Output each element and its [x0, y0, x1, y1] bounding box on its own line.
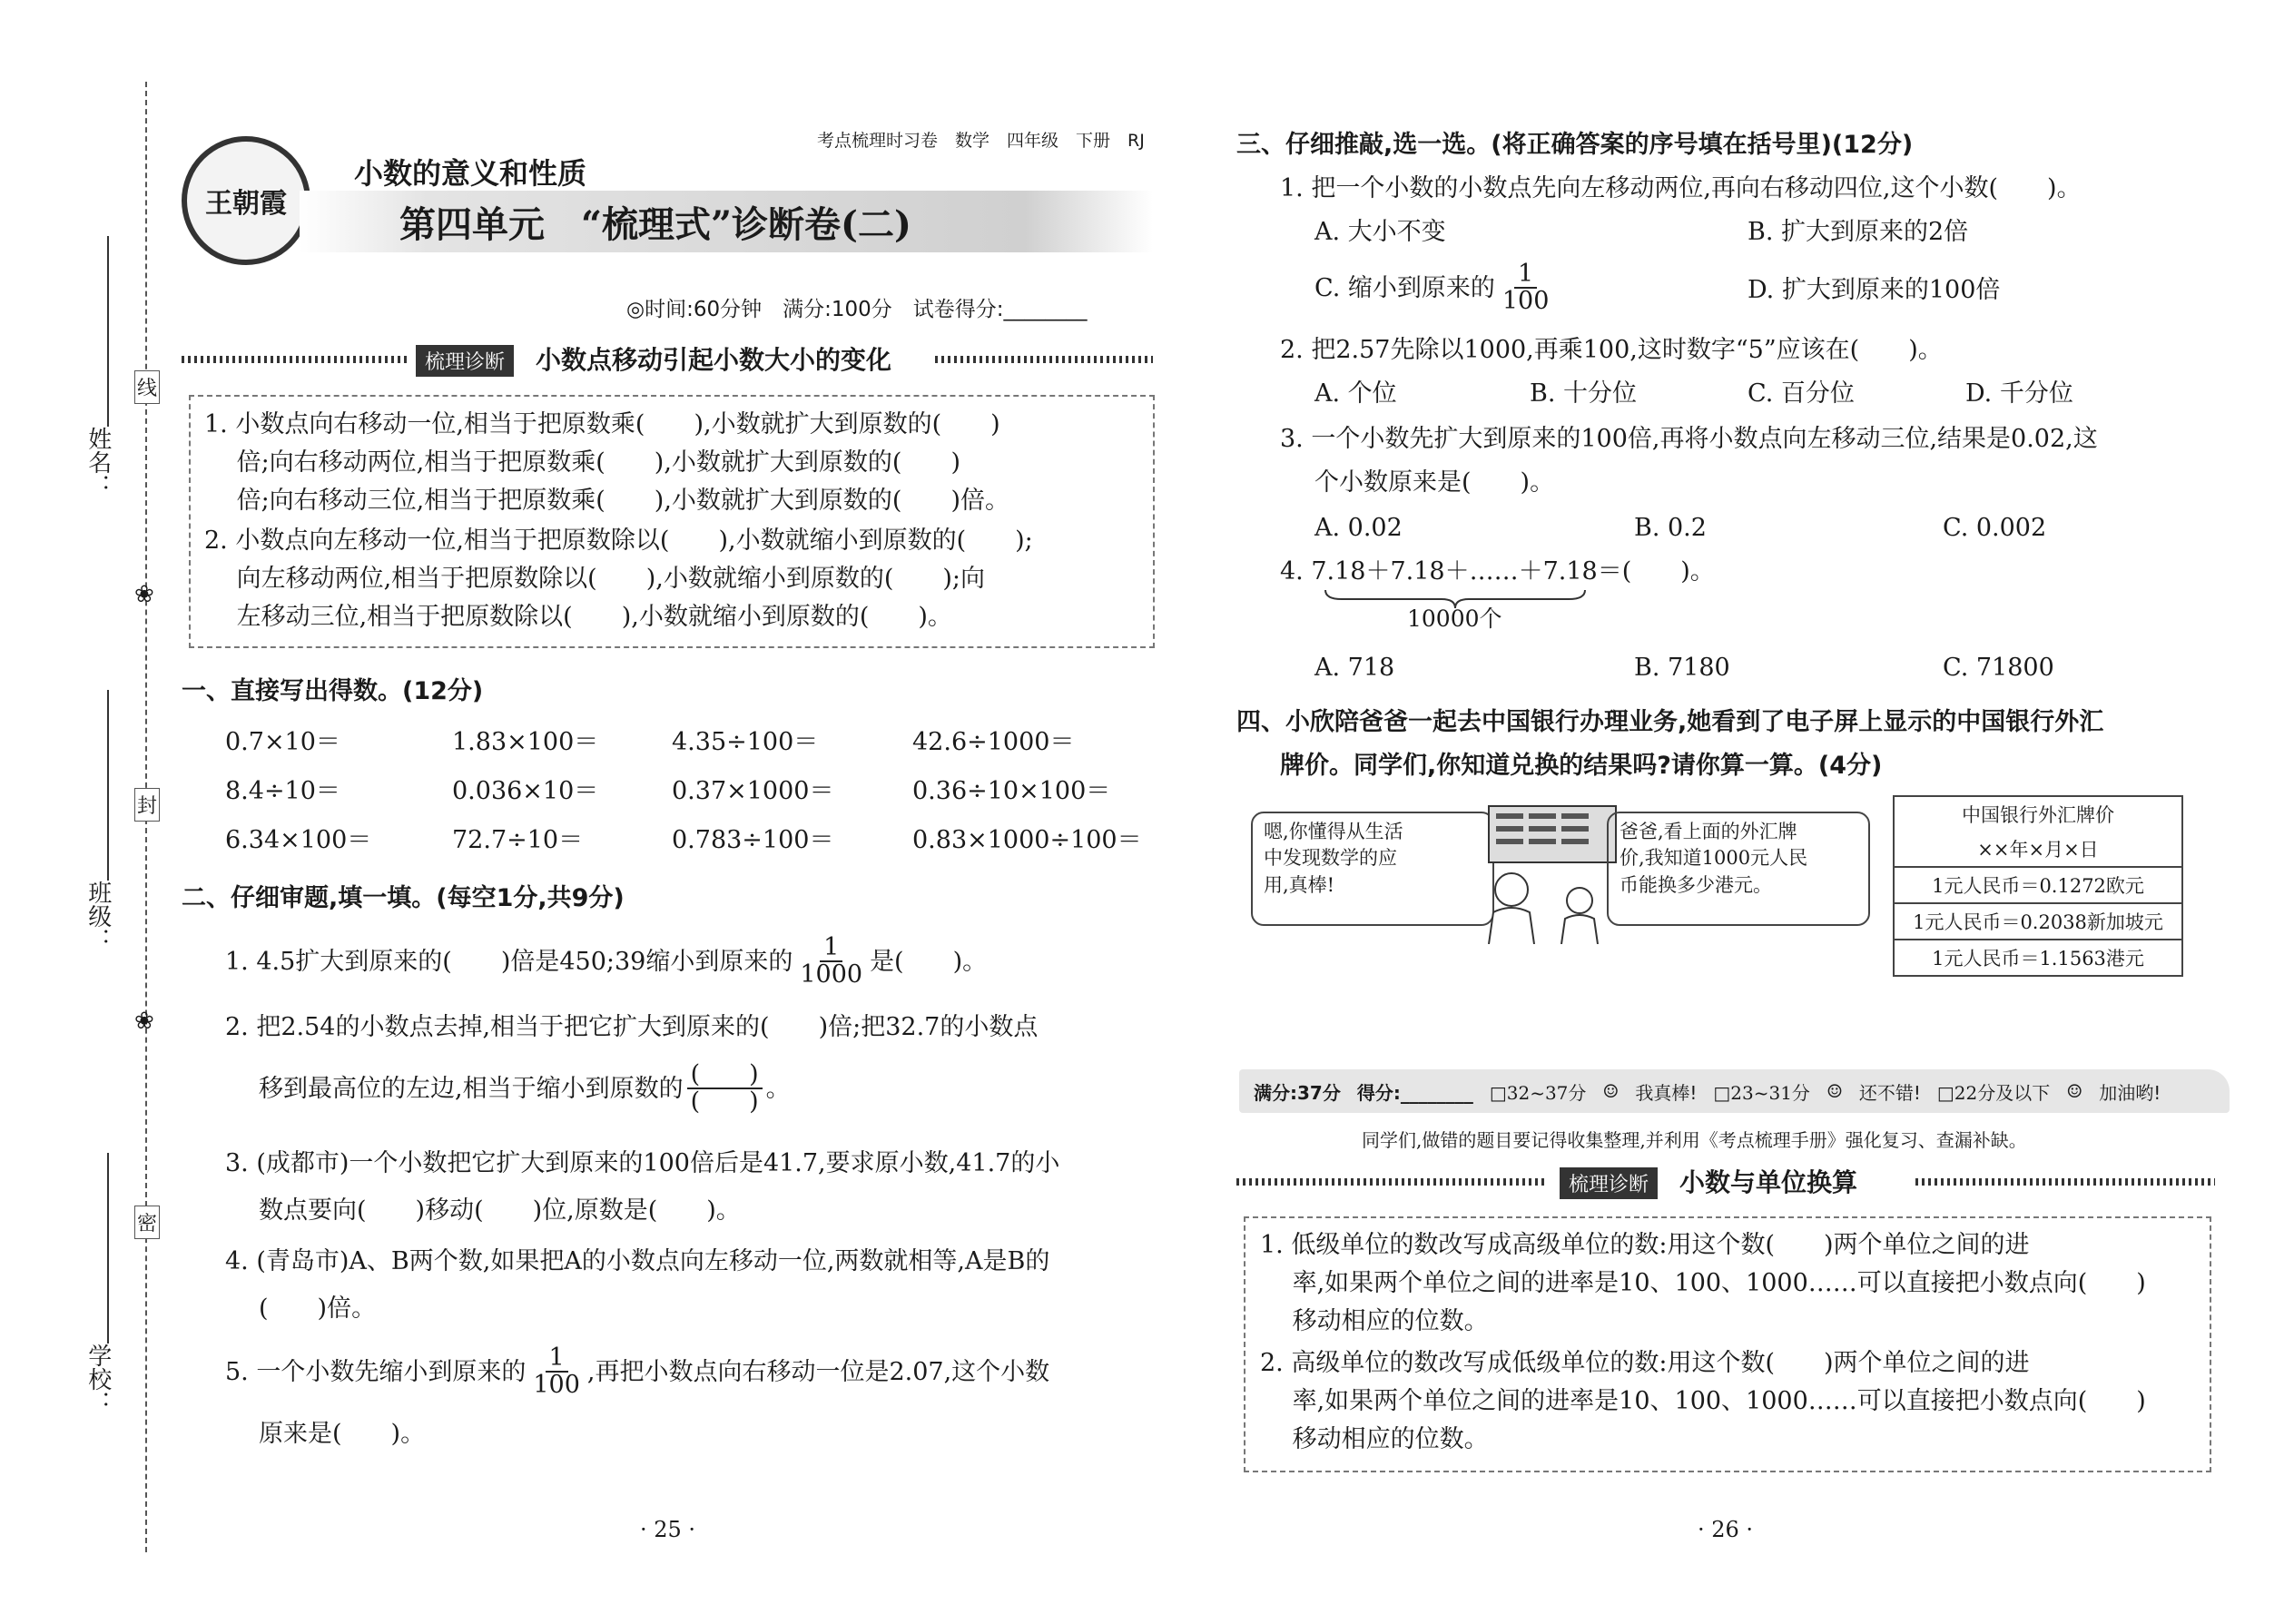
calc-item: 72.7÷10＝ [452, 826, 584, 854]
choice-option: C. 71800 [1943, 654, 2054, 682]
section-heading: 三、仔细推敲,选一选。(将正确答案的序号填在括号里)(12分) [1236, 131, 1914, 159]
section-heading: 一、直接写出得数。(12分) [182, 677, 484, 705]
section-heading: 二、仔细审题,填一填。(每空1分,共9分) [182, 884, 625, 912]
fraction [687, 1062, 763, 1116]
class-label: 班级： [84, 881, 112, 951]
table-row: 1元人民币＝0.1272欧元 [1894, 867, 2182, 903]
unit-subtitle: 小数的意义和性质 [354, 156, 587, 191]
logo-badge [182, 136, 310, 265]
speech-bubble-left [1251, 812, 1494, 926]
review-line: 1. 低级单位的数改写成高级单位的数:用这个数( )两个单位之间的进 [1260, 1231, 2030, 1259]
review-line: 倍;向右移动三位,相当于把原数乘( ),小数就扩大到原数的( )倍。 [204, 487, 1009, 515]
fill-question: 3. (成都市)一个小数把它扩大到原来的100倍后是41.7,要求原小数,41.7的小 [225, 1149, 1060, 1177]
review-tag: 梳理诊断 [416, 345, 514, 377]
table-row: 1元人民币＝0.2038新加坡元 [1894, 903, 2182, 940]
bubble-line: 用,真棒! [1264, 873, 1335, 896]
review-line: 移动相应的位数。 [1260, 1307, 1489, 1335]
divider [935, 356, 1153, 363]
choice-question: 个小数原来是( )。 [1314, 468, 1555, 497]
question-text: 。 [765, 1074, 791, 1103]
bubble-line: 价,我知道1000元人民 [1620, 847, 1808, 870]
table-header [1894, 796, 2182, 832]
table-row: 1元人民币＝1.1563港元 [1894, 940, 2182, 976]
seal-char-mi: 密 [134, 1206, 160, 1239]
calc-item: 0.036×10＝ [452, 777, 599, 805]
page-number: · 25 · [640, 1517, 696, 1542]
choice-option: B. 扩大到原来的2倍 [1748, 218, 1969, 246]
school-blank[interactable] [107, 1153, 109, 1343]
review-heading: 小数与单位换算 [1679, 1167, 1858, 1197]
choice-option: D. 扩大到原来的100倍 [1748, 276, 2001, 304]
question-text: 是( )。 [870, 947, 988, 976]
score-range[interactable]: □23~31分 [1713, 1081, 1810, 1104]
divider [1236, 1178, 1545, 1186]
score-range[interactable]: □32~37分 [1489, 1081, 1587, 1104]
name-label: 姓名： [84, 427, 112, 497]
fraction-num: 1 [1514, 261, 1537, 289]
choice-question: 2. 把2.57先除以1000,再乘100,这时数字“5”应该在( )。 [1280, 336, 1943, 364]
choice-question: 4. 7.18＋7.18＋……＋7.18＝( )。 [1280, 557, 1715, 586]
review-line: 左移动三位,相当于把原数除以( ),小数就缩小到原数的( )。 [204, 603, 952, 631]
choice-option: C. 0.002 [1943, 514, 2047, 542]
school-label: 学校： [84, 1343, 112, 1414]
bubble-line: 爸爸,看上面的外汇牌 [1620, 821, 1797, 842]
fraction-den: 1000 [800, 960, 863, 989]
section-heading: 牌价。同学们,你知道兑换的结果吗?请你算一算。(4分) [1280, 752, 1883, 780]
review-note: 同学们,做错的题目要记得收集整理,并利用《考点梳理手册》强化复习、查漏补缺。 [1362, 1129, 2027, 1151]
review-line: 2. 小数点向左移动一位,相当于把原数除以( ),小数就缩小到原数的( ); [204, 527, 1033, 555]
table-title: 中国银行外汇牌价 [1962, 804, 2114, 826]
fraction-den: 100 [533, 1371, 580, 1400]
calc-item: 0.83×1000÷100＝ [912, 826, 1142, 854]
review-line: 1. 小数点向右移动一位,相当于把原数乘( ),小数就扩大到原数的( ) [204, 410, 1000, 438]
choice-option: A. 大小不变 [1314, 218, 1446, 246]
choice-option [1314, 261, 1556, 315]
logo-text: 王朝霞 [205, 188, 287, 220]
review-line: 率,如果两个单位之间的进率是10、100、1000……可以直接把小数点向( ) [1260, 1269, 2146, 1297]
fill-question: ( )倍。 [259, 1294, 377, 1323]
score-comment: 我真棒! [1635, 1081, 1698, 1104]
fraction [1499, 261, 1553, 315]
score-comment: 还不错! [1858, 1081, 1921, 1104]
flower-icon: ❀ [134, 1008, 154, 1035]
choice-option: A. 718 [1314, 654, 1395, 682]
fraction-den: 100 [1501, 287, 1550, 316]
choice-option: B. 0.2 [1634, 514, 1707, 542]
score-range[interactable]: □22分及以下 [1936, 1081, 2051, 1104]
name-blank[interactable] [107, 236, 109, 427]
choice-question: 3. 一个小数先扩大到原来的100倍,再将小数点向左移动三位,结果是0.02,这 [1280, 425, 2098, 453]
divider [1915, 1178, 2215, 1186]
choice-option: C. 百分位 [1748, 379, 1855, 408]
review-line: 移动相应的位数。 [1260, 1425, 1489, 1453]
calc-item: 0.37×1000＝ [672, 777, 834, 805]
calc-item: 0.36÷10×100＝ [912, 777, 1111, 805]
full-score: 满分:37分 [1254, 1081, 1341, 1104]
review-line: 向左移动两位,相当于把原数除以( ),小数就缩小到原数的( );向 [204, 565, 985, 593]
flower-icon: ❀ [134, 581, 154, 608]
choice-option: A. 0.02 [1314, 514, 1403, 542]
calc-item: 0.783÷100＝ [672, 826, 834, 854]
calc-item: 6.34×100＝ [225, 826, 372, 854]
fraction-num: 1 [820, 935, 842, 962]
score-comment: 加油哟! [2099, 1081, 2161, 1104]
smile-icon: ☺ [2066, 1080, 2083, 1102]
review-tag: 梳理诊断 [1560, 1167, 1658, 1199]
seal-char-feng: 封 [134, 788, 160, 822]
fill-question [259, 1062, 791, 1116]
choice-option: D. 千分位 [1965, 379, 2073, 408]
divider [182, 356, 409, 363]
smile-icon: ☺ [1826, 1080, 1843, 1102]
bank-scene-illustration [1471, 799, 1625, 944]
review-line: 倍;向右移动两位,相当于把原数乘( ),小数就扩大到原数的( ) [204, 448, 960, 477]
choice-question: 1. 把一个小数的小数点先向左移动两位,再向右移动四位,这个小数( )。 [1280, 174, 2082, 202]
calc-item: 4.35÷100＝ [672, 728, 819, 756]
choice-option: B. 十分位 [1530, 379, 1638, 408]
choice-option: B. 7180 [1634, 654, 1730, 682]
page-title: 第四单元 “梳理式”诊断卷(二) [399, 203, 911, 246]
calc-item: 42.6÷1000＝ [912, 728, 1075, 756]
page-number: · 26 · [1698, 1517, 1754, 1542]
smile-icon: ☺ [1602, 1080, 1620, 1102]
question-text: 5. 一个小数先缩小到原来的 [225, 1357, 527, 1386]
score-bar [1239, 1069, 2230, 1113]
calc-item: 8.4÷10＝ [225, 777, 340, 805]
option-text: C. 缩小到原来的 [1314, 273, 1495, 302]
exchange-rate-table [1893, 795, 2183, 977]
seal-char-xian: 线 [134, 370, 160, 404]
series-line: 考点梳理时习卷 数学 四年级 下册 RJ [817, 131, 1145, 151]
score-field[interactable]: 得分:________ [1356, 1081, 1473, 1104]
section-heading: 四、小欣陪爸爸一起去中国银行办理业务,她看到了电子屏上显示的中国银行外汇 [1236, 708, 2104, 736]
review-line: 率,如果两个单位之间的进率是10、100、1000……可以直接把小数点向( ) [1260, 1387, 2146, 1415]
calc-item: 1.83×100＝ [452, 728, 599, 756]
table-header [1894, 832, 2182, 867]
fill-question [225, 1345, 1049, 1399]
fill-question: 数点要向( )移动( )位,原数是( )。 [259, 1196, 741, 1225]
speech-bubble-right [1607, 812, 1870, 926]
fill-question: 原来是( )。 [259, 1420, 426, 1448]
fill-question: 4. (青岛市)A、B两个数,如果把A的小数点向左移动一位,两数就相等,A是B的 [225, 1247, 1050, 1275]
bubble-line: 币能换多少港元。 [1620, 873, 1772, 896]
bubble-line: 中发现数学的应 [1264, 847, 1397, 870]
question-text: 1. 4.5扩大到原来的( )倍是450;39缩小到原来的 [225, 947, 793, 976]
review-heading: 小数点移动引起小数大小的变化 [536, 345, 892, 375]
exam-meta: ◎时间:60分钟 满分:100分 试卷得分:________ [626, 298, 1088, 321]
fraction-num: ( ) [687, 1062, 763, 1089]
fraction-den: ( ) [690, 1088, 759, 1117]
fraction [796, 935, 866, 989]
fraction-num: 1 [546, 1345, 568, 1373]
brace-label: 10000个 [1407, 605, 1502, 632]
calc-item: 0.7×10＝ [225, 728, 340, 756]
fill-question [225, 935, 987, 989]
question-text: 移到最高位的左边,相当于缩小到原数的 [259, 1074, 684, 1103]
fraction [529, 1345, 584, 1399]
question-text: ,再把小数点向右移动一位是2.07,这个小数 [586, 1357, 1050, 1386]
class-blank[interactable] [107, 690, 109, 881]
fill-question: 2. 把2.54的小数点去掉,相当于把它扩大到原来的( )倍;把32.7的小数点 [225, 1013, 1039, 1041]
bubble-line: 嗯,你懂得从生活 [1264, 821, 1403, 842]
choice-option: A. 个位 [1314, 379, 1397, 408]
table-date: ××年×月×日 [1977, 839, 2099, 861]
review-line: 2. 高级单位的数改写成低级单位的数:用这个数( )两个单位之间的进 [1260, 1349, 2030, 1377]
